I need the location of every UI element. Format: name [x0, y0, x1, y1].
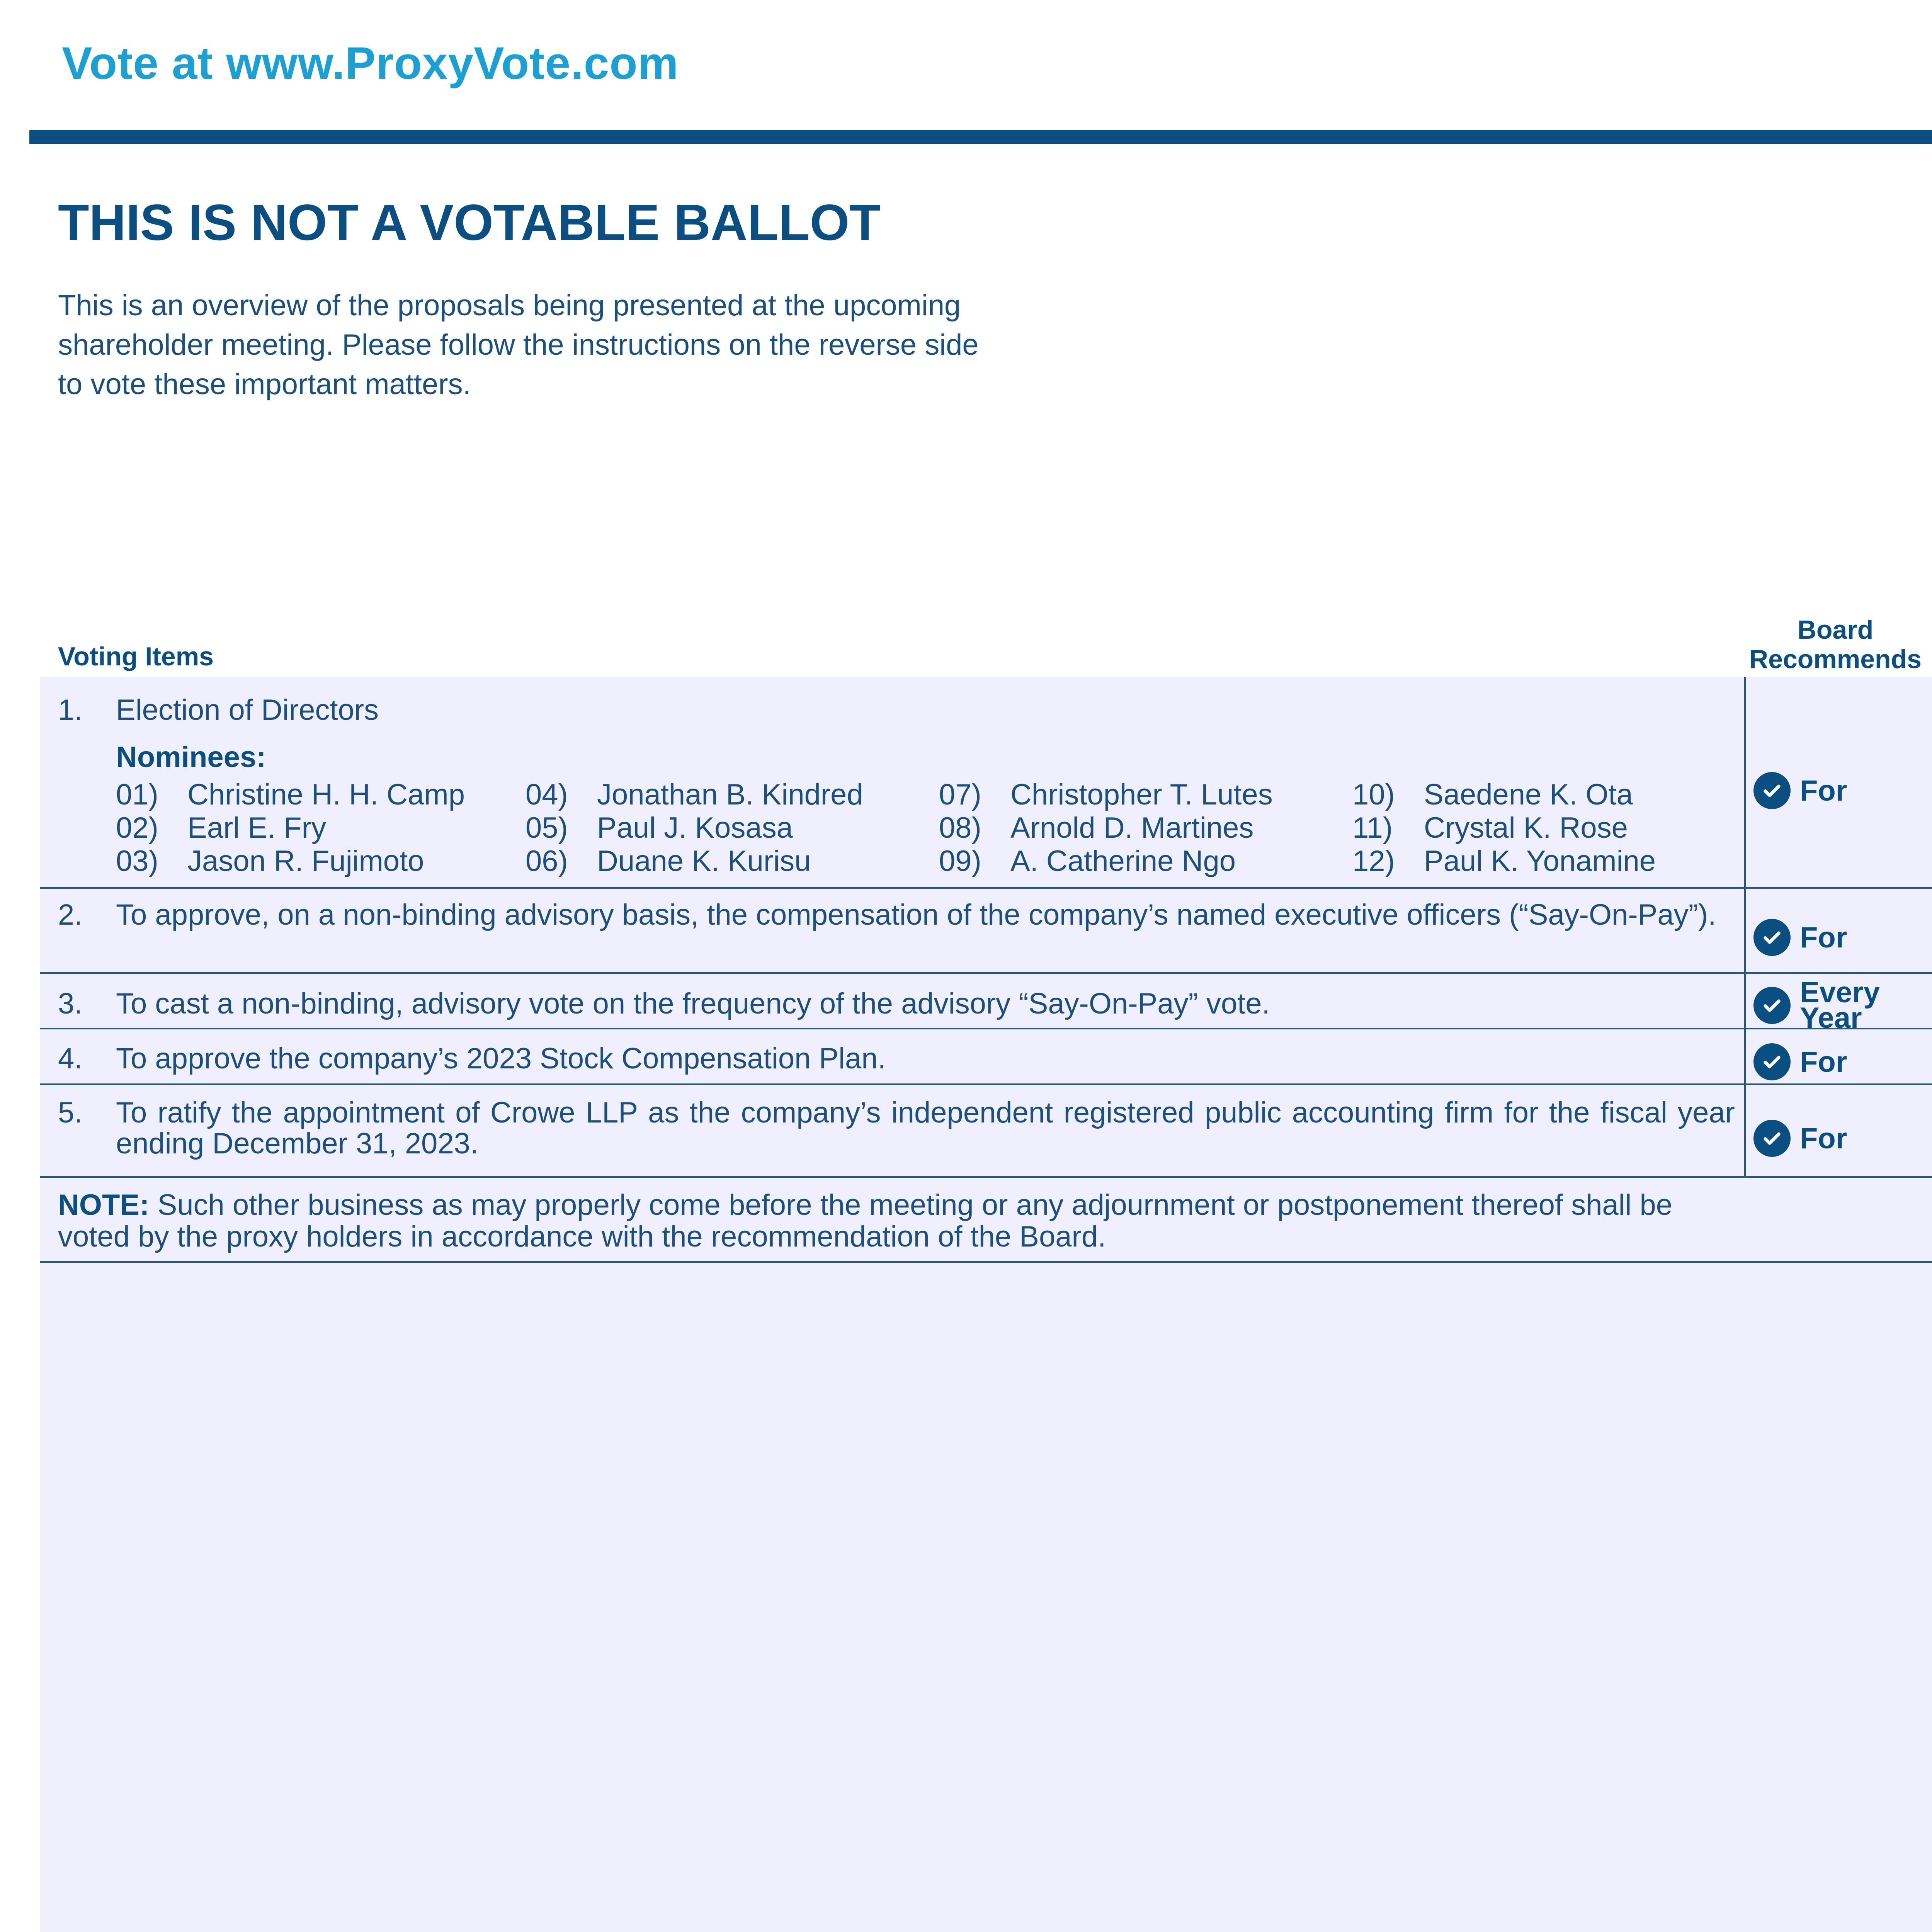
item-number: 2.: [58, 898, 83, 931]
recommendation-label: [1800, 976, 1880, 1034]
nominee-name: Christine H. H. Camp: [187, 778, 465, 811]
nominee-number: 05): [526, 811, 568, 844]
item-number: 3.: [58, 987, 83, 1020]
header-rule: [29, 130, 1932, 144]
nominee: [526, 778, 863, 811]
board-recommendation: [1753, 772, 1847, 809]
page-title: THIS IS NOT A VOTABLE BALLOT: [58, 194, 881, 251]
row-divider: [40, 1028, 1932, 1029]
check-circle-icon: [1753, 1043, 1791, 1080]
board-recommendation: [1753, 1120, 1847, 1157]
nominee: [939, 811, 1273, 845]
nominee-number: 06): [526, 845, 568, 878]
voting-items-label: Voting Items: [58, 642, 214, 671]
row-divider: [40, 1083, 1932, 1085]
recommendation-label: For: [1800, 1122, 1847, 1155]
board-label-line2: Recommends: [1749, 645, 1922, 674]
nominee-name: Jason R. Fujimoto: [187, 845, 424, 878]
nominee-number: 09): [939, 845, 981, 878]
recommendation-line1: Every: [1800, 976, 1880, 1009]
nominee-name: Paul J. Kosasa: [597, 811, 793, 844]
recommendation-column-divider: [1744, 677, 1746, 1178]
nominee-name: Duane K. Kurisu: [597, 845, 811, 878]
nominee-name: Earl E. Fry: [187, 811, 326, 844]
board-recommendation: [1753, 1043, 1847, 1080]
nominee: [116, 778, 465, 811]
nominee-name: Christopher T. Lutes: [1010, 778, 1273, 811]
note-label: NOTE:: [58, 1189, 150, 1221]
nominee: [526, 845, 863, 878]
item-text: To cast a non-binding, advisory vote on the frequency of the advisory “Say-On-Pay” vote.: [116, 987, 1270, 1020]
item-text: To approve, on a non-binding advisory basis, the compensation of the company’s named executive officers (“Say-On-Pay”).: [116, 898, 1716, 931]
check-circle-icon: [1753, 772, 1791, 809]
board-recommends-label: [1743, 615, 1928, 674]
nominee-number: 10): [1352, 778, 1395, 811]
row-divider: [40, 1261, 1932, 1263]
nominee-number: 07): [939, 778, 981, 811]
nominee: [526, 811, 863, 845]
item-text: To ratify the appointment of Crowe LLP as the company’s independent registered public accounting firm for the fiscal year ending December 31, 2023.: [116, 1096, 1735, 1160]
nominee: [1352, 811, 1656, 845]
check-circle-icon: [1753, 1120, 1791, 1157]
nominee-number: 02): [116, 811, 158, 844]
recommendation-label: For: [1800, 1045, 1847, 1078]
nominee-name: Paul K. Yonamine: [1424, 845, 1656, 878]
check-circle-icon: [1753, 919, 1791, 956]
intro-text: This is an overview of the proposals being presented at the upcoming shareholder meeting. Please follow the instructions on the reverse side to vote these important matters.: [58, 289, 979, 401]
nominee-number: 03): [116, 845, 158, 878]
nominee-number: 01): [116, 778, 158, 811]
nominee-column: [526, 778, 863, 878]
nominee: [1352, 778, 1656, 811]
recommendation-label: For: [1800, 774, 1847, 807]
nominee-name: Saedene K. Ota: [1424, 778, 1633, 811]
nominee-number: 12): [1352, 845, 1395, 878]
note-text: Such other business as may properly come before the meeting or any adjournment or postponement thereof shall be voted by the proxy holders in accordance with the recommendation of the Board.: [58, 1189, 1673, 1253]
item-number: 4.: [58, 1042, 83, 1075]
nominee-column: [1352, 778, 1656, 878]
nominee-number: 08): [939, 811, 981, 844]
recommendation-label: For: [1800, 921, 1847, 954]
note: [58, 1189, 1731, 1253]
item-text: To approve the company’s 2023 Stock Compensation Plan.: [116, 1042, 886, 1075]
nominee-number: 11): [1352, 811, 1393, 844]
nominees-label: Nominees:: [116, 741, 266, 774]
vote-url-header[interactable]: Vote at www.ProxyVote.com: [62, 38, 679, 89]
row-divider: [40, 887, 1932, 889]
board-label-line1: Board: [1797, 615, 1874, 645]
board-recommendation: [1753, 919, 1847, 956]
nominee: [939, 845, 1273, 878]
nominee-column: [116, 778, 465, 878]
item-number: 5.: [58, 1096, 83, 1129]
nominee: [116, 811, 465, 845]
nominee: [1352, 845, 1656, 878]
nominee-name: A. Catherine Ngo: [1010, 845, 1236, 878]
item-number: 1.: [58, 694, 83, 726]
nominee-column: [939, 778, 1273, 878]
row-divider: [40, 1176, 1932, 1178]
check-circle-icon: [1753, 987, 1791, 1024]
nominee: [939, 778, 1273, 811]
nominee-name: Arnold D. Martines: [1010, 811, 1254, 844]
item-text: Election of Directors: [116, 694, 379, 726]
board-recommendation: [1753, 976, 1880, 1034]
nominee-number: 04): [526, 778, 568, 811]
nominee-name: Jonathan B. Kindred: [597, 778, 863, 811]
recommendation-line2: Year: [1800, 1002, 1862, 1034]
nominee: [116, 845, 465, 878]
row-divider: [40, 972, 1932, 974]
nominee-name: Crystal K. Rose: [1424, 811, 1628, 844]
